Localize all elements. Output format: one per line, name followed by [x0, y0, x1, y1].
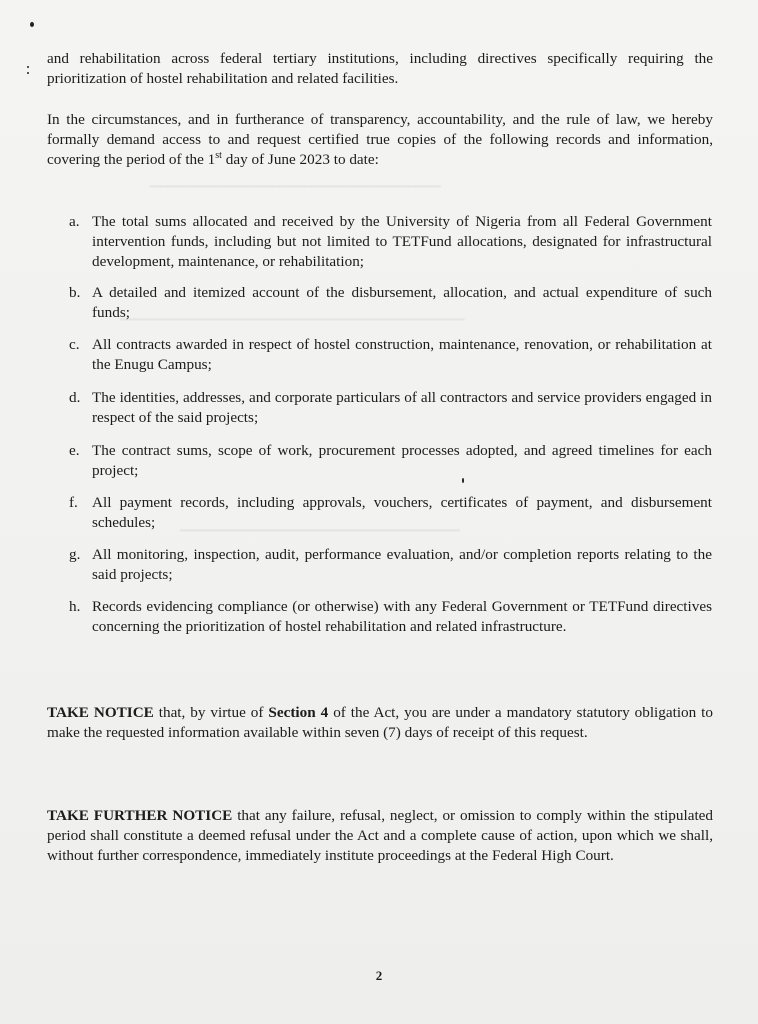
list-marker: c. — [69, 336, 80, 353]
demand-text-end: day of June 2023 to date: — [221, 151, 379, 168]
list-item-text: All payment records, including approvals, vouchers, certificates of payment, and disbursement schedules; — [92, 494, 712, 531]
scan-speck — [30, 22, 34, 27]
notice-paragraph — [47, 703, 713, 743]
list-marker: d. — [69, 389, 81, 406]
list-item-text: Records evidencing compliance (or otherwise) with any Federal Government or TETFund directives concerning the prioritization of hostel rehabilitation and related infrastructure. — [92, 598, 712, 635]
list-item-text: The contract sums, scope of work, procurement processes adopted, and agreed timelines for each project; — [92, 442, 712, 479]
notice-text-end: of the Act, you are under a mandatory statutory obligation to make the requested information available within seven (7) days of receipt of this request. — [47, 704, 713, 741]
bleed-through-texture: ▁▁▁▁▁▁▁▁▁▁▁▁▁▁▁▁▁▁▁▁▁▁▁▁▁▁ — [180, 517, 460, 532]
demand-paragraph — [47, 110, 713, 170]
list-marker: e. — [69, 442, 80, 459]
demand-text: In the circumstances, and in furtherance of transparency, accountability, and the rule of law, we hereby formally demand access to and request certified true copies of the following records and information, covering the period of the 1 — [47, 111, 713, 168]
section-reference: Section 4 — [268, 704, 329, 721]
further-notice-heading: TAKE FURTHER NOTICE — [47, 807, 233, 824]
scan-speck — [27, 72, 29, 74]
list-marker: b. — [69, 284, 81, 301]
further-notice-paragraph — [47, 806, 713, 866]
list-marker: f. — [69, 494, 78, 511]
page-number: 2 — [375, 968, 383, 983]
list-item-text: All contracts awarded in respect of hostel construction, maintenance, renovation, or rehabilitation at the Enugu Campus; — [92, 336, 712, 373]
list-item-text: A detailed and itemized account of the disbursement, allocation, and actual expenditure of such funds; — [92, 284, 712, 321]
notice-text: that, by virtue of — [153, 704, 269, 721]
list-marker: h. — [69, 598, 81, 615]
bleed-through-texture: ▁▁▁▁▁▁▁▁▁▁▁▁▁▁▁▁▁▁▁▁▁▁▁▁▁▁▁▁▁▁▁▁ — [120, 306, 465, 321]
bleed-through-texture: ▁▁▁▁▁▁▁▁▁▁▁▁▁▁▁▁▁▁▁▁▁▁▁▁▁▁▁ — [150, 173, 441, 188]
notice-heading: TAKE NOTICE — [47, 704, 154, 721]
scan-speck — [27, 66, 29, 68]
list-marker: g. — [69, 546, 81, 563]
intro-paragraph: and rehabilitation across federal tertiary institutions, including directives specifically requiring the prioritization of hostel rehabilitation and related facilities. — [47, 50, 713, 87]
list-item-text: All monitoring, inspection, audit, performance evaluation, and/or completion reports relating to the said projects; — [92, 546, 712, 583]
list-item-text: The total sums allocated and received by the University of Nigeria from all Federal Government intervention funds, including but not limited to TETFund allocations, designated for infrastructural development, maintenance, or rehabilitation; — [92, 213, 712, 270]
list-item-text: The identities, addresses, and corporate particulars of all contractors and service providers engaged in respect of the said projects; — [92, 389, 712, 426]
ordinal-superscript: st — [215, 149, 222, 161]
list-marker: a. — [69, 213, 80, 230]
further-notice-text: that any failure, refusal, neglect, or omission to comply within the stipulated period shall constitute a deemed refusal under the Act and a complete cause of action, upon which we shall, without further correspondence, immediately institute proceedings at the Federal High Court. — [47, 807, 713, 864]
